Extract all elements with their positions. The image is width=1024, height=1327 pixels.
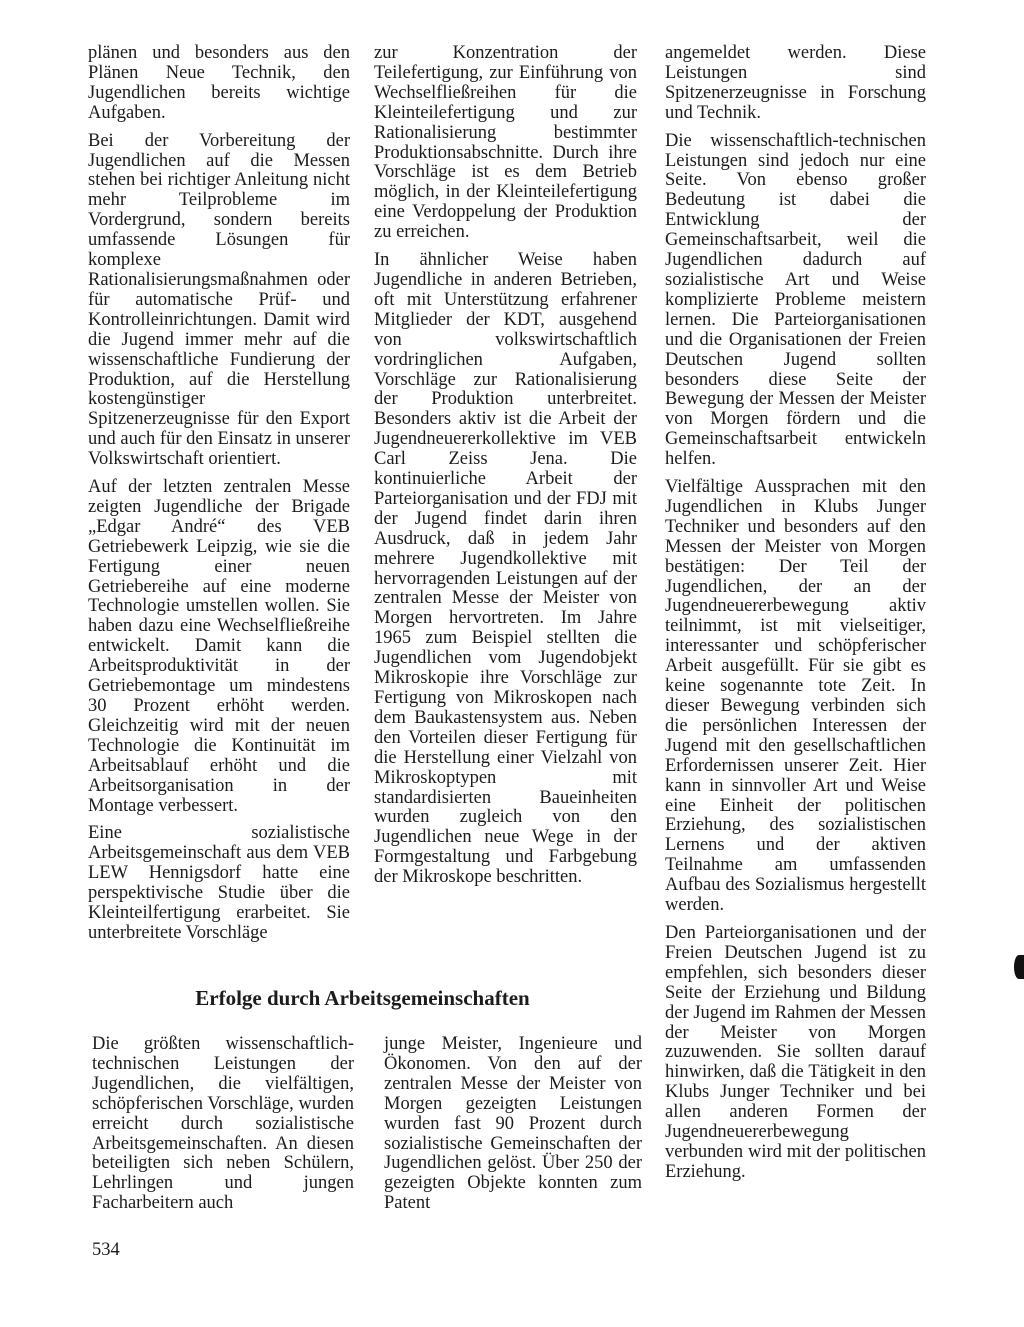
paragraph: Die größten wissenschaftlich-technischen Leistungen der Jugendlichen, die vielfältigen, schöpferischen Vorschläge, wurden erreicht durch sozialistische Arbeitsgemeinschaften. An diesen beteiligten sich neben Schülern, Lehrlingen und jungen Facharbeitern auch — [92, 1034, 354, 1214]
paragraph: Eine sozialistische Arbeitsgemeinschaft aus dem VEB LEW Hennigsdorf hatte eine perspektivische Studie über die Kleinteilfertigung erarbeitet. Sie unterbreitete Vorschläge — [88, 823, 350, 943]
paragraph: Den Parteiorganisationen und der Freien Deutschen Jugend ist zu empfehlen, sich besonders dieser Seite der Erziehung und Bildung der Jugend im Rahmen der Messen der Meister von Morgen zuzuwenden. Sie sollten darauf hinwirken, daß die Tätigkeit in den Klubs Junger Techniker und bei allen anderen Formen der Jugendneuererbewegung verbunden wird mit der politischen Erziehung. — [665, 922, 926, 1182]
paragraph: Bei der Vorbereitung der Jugendlichen auf die Messen stehen bei richtiger Anleitung nicht mehr Teilprobleme im Vordergrund, sondern bereits umfassende Lösungen für komplexe Rationalisierungsmaßnahmen oder für automatische Prüf- und Kontrolleinrichtungen. Damit wird die Jugend immer mehr auf die wissenschaftliche Fundierung der Produktion, auf die Herstellung kostengünstiger Spitzenerzeugnisse für den Export und auch für den Einsatz in unserer Volkswirtschaft orientiert. — [88, 130, 350, 470]
paragraph: angemeldet werden. Diese Leistungen sind Spitzenerzeugnisse in Forschung und Technik. — [665, 43, 926, 123]
text-column-bottom-2 — [384, 1035, 642, 1222]
paragraph: Die wissenschaftlich-technischen Leistungen sind jedoch nur eine Seite. Von ebenso großer Bedeutung ist dabei die Entwicklung der Gemeinschaftsarbeit, weil die Jugendlichen dadurch auf sozialistische Art und Weise komplizierte Probleme meistern lernen. Die Parteiorganisationen und die Organisationen der Freien Deutschen Jugend sollten besonders diese Seite der Bewegung der Messen der Meister von Morgen fördern und die Gemeinschaftsarbeit entwickeln helfen. — [665, 130, 926, 470]
paragraph: plänen und besonders aus den Plänen Neue Technik, den Jugendlichen bereits wichtige Aufgaben. — [88, 43, 350, 123]
page-number: 534 — [92, 1240, 120, 1260]
paragraph: junge Meister, Ingenieure und Ökonomen. Von den auf der zentralen Messe der Meister von Morgen gezeigten Leistungen wurden fast 90 Prozent durch sozialistische Gemeinschaften der Jugendlichen gelöst. Über 250 der gezeigten Objekte konnten zum Patent — [384, 1034, 642, 1214]
text-column-bottom-1 — [92, 1035, 354, 1222]
paragraph: Vielfältige Aussprachen mit den Jugendlichen in Klubs Junger Techniker und besonders auf den Messen der Meister von Morgen bestätigen: Der Teil der Jugendlichen, der an der Jugendneuererbewegung aktiv teilnimmt, ist mit vielseitiger, interessanter und schöpferischer Arbeit ausgefüllt. Für sie gibt es keine sogenannte tote Zeit. In dieser Bewegung verbinden sich die persönlichen Interessen der Jugend mit den gesellschaftlichen Erfordernissen unserer Zeit. Hier kann in sinnvoller Art und Weise eine Einheit der politischen Erziehung, des sozialistischen Lernens und der aktiven Teilnahme am umfassenden Aufbau des Sozialismus hergestellt werden. — [665, 477, 926, 916]
paragraph: zur Konzentration der Teilefertigung, zur Einführung von Wechselfließreihen für die Kleinteilefertigung und zur Rationalisierung bestimmter Produktionsabschnitte. Durch ihre Vorschläge ist es dem Betrieb möglich, in der Kleinteilefertigung eine Verdoppelung der Produktion zu erreichen. — [374, 43, 637, 243]
text-column-3 — [665, 44, 926, 1191]
paragraph: In ähnlicher Weise haben Jugendliche in anderen Betrieben, oft mit Unterstützung erfahrener Mitglieder der KDT, ausgehend von volkswirtschaftlich vordringlichen Aufgaben, Vorschläge zur Rationalisierung der Produktion unterbreitet. Besonders aktiv ist die Arbeit der Jugendneuererkollektive im VEB Carl Zeiss Jena. Die kontinuierliche Arbeit der Parteiorganisation und der FDJ mit der Jugend findet darin ihren Ausdruck, daß in jedem Jahr mehrere Jugendkollektive mit hervorragenden Leistungen auf der zentralen Messe der Meister von Morgen hervortreten. Im Jahre 1965 zum Beispiel stellten die Jugendlichen vom Jugendobjekt Mikroskopie ihre Vorschläge zur Fertigung von Mikroskopen nach dem Baukastensystem aus. Neben den Vorteilen dieser Fertigung für die Herstellung einer Vielzahl von Mikroskoptypen mit standardisierten Baueinheiten wurden zugleich von den Jugendlichen neue Wege in der Formgestaltung und Farbgebung der Mikroskope beschritten. — [374, 250, 637, 888]
margin-mark — [1014, 955, 1024, 979]
section-heading: Erfolge durch Arbeitsgemeinschaften — [195, 986, 530, 1010]
paragraph: Auf der letzten zentralen Messe zeigten Jugendliche der Brigade „Edgar André“ des VEB Getriebewerk Leipzig, wie sie die Fertigung einer neuen Getriebereihe auf eine moderne Technologie umstellen wollen. Sie haben dazu eine Wechselfließreihe entwickelt. Damit kann die Arbeitsproduktivität in der Getriebemontage um mindestens 30 Prozent erhöht werden. Gleichzeitig wird mit der neuen Technologie die Kontinuität im Arbeitsablauf erhöht und die Arbeitsorganisation in der Montage verbessert. — [88, 477, 350, 816]
text-column-1 — [88, 44, 350, 952]
text-column-2 — [374, 44, 637, 896]
